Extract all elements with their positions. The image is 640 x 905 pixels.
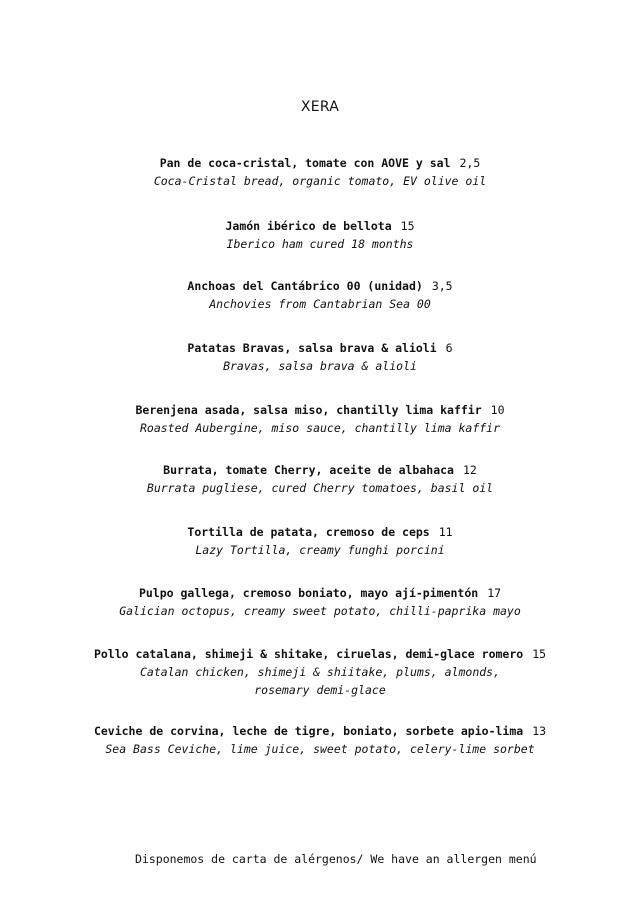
- dish-price: 13: [532, 724, 547, 738]
- menu-item: [0, 339, 640, 375]
- menu-item: [0, 645, 640, 699]
- menu-item: [0, 584, 640, 620]
- dish-description: Galician octopus, creamy sweet potato, chilli-paprika mayo: [119, 604, 521, 618]
- dish-price: 2,5: [459, 156, 481, 170]
- menu-item: [0, 277, 640, 313]
- dish-price: 12: [462, 463, 477, 477]
- dish-name: Berenjena asada, salsa miso, chantilly lima kaffir: [135, 403, 482, 417]
- menu-item: [0, 154, 640, 190]
- dish-price: 3,5: [431, 279, 453, 293]
- dish-description: Catalan chicken, shimeji & shiitake, plums, almonds,: [139, 665, 501, 679]
- dish-name: Pollo catalana, shimeji & shitake, ciruelas, demi-glace romero: [93, 647, 524, 661]
- dish-price: 15: [532, 647, 547, 661]
- dish-price: 17: [487, 586, 502, 600]
- dish-description: Bravas, salsa brava & alioli: [223, 359, 417, 373]
- dish-description: Iberico ham cured 18 months: [226, 237, 414, 251]
- dish-price: 15: [400, 219, 415, 233]
- dish-price: 6: [445, 341, 453, 355]
- dish-price: 10: [490, 403, 505, 417]
- dish-name: Pan de coca-cristal, tomate con AOVE y sal: [159, 156, 451, 170]
- menu-item: [0, 461, 640, 497]
- menu-title: XERA: [300, 99, 340, 115]
- dish-description: Lazy Tortilla, creamy funghi porcini: [195, 543, 445, 557]
- dish-description-continued: rosemary demi-glace: [254, 683, 386, 697]
- dish-price: 11: [438, 525, 453, 539]
- dish-description: Coca-Cristal bread, organic tomato, EV olive oil: [153, 174, 487, 188]
- dish-description: Burrata pugliese, cured Cherry tomatoes, basil oil: [146, 481, 494, 495]
- dish-description: Sea Bass Ceviche, lime juice, sweet potato, celery-lime sorbet: [105, 742, 535, 756]
- menu-item: [0, 722, 640, 758]
- dish-name: Tortilla de patata, cremoso de ceps: [187, 525, 430, 539]
- dish-description: Anchovies from Cantabrian Sea 00: [209, 297, 431, 311]
- dish-name: Ceviche de corvina, leche de tigre, boniato, sorbete apio-lima: [93, 724, 524, 738]
- menu-item: [0, 217, 640, 253]
- dish-description: Roasted Aubergine, miso sauce, chantilly lima kaffir: [139, 421, 501, 435]
- dish-name: Pulpo gallega, cremoso boniato, mayo ají-pimentón: [138, 586, 479, 600]
- dish-name: Patatas Bravas, salsa brava & alioli: [187, 341, 437, 355]
- menu-item: [0, 401, 640, 437]
- dish-name: Anchoas del Cantábrico 00 (unidad): [187, 279, 423, 293]
- dish-name: Jamón ibérico de bellota: [225, 219, 392, 233]
- menu-item: [0, 523, 640, 559]
- dish-name: Burrata, tomate Cherry, aceite de albahaca: [163, 463, 454, 477]
- allergen-note: Disponemos de carta de alérgenos/ We have an allergen menú: [135, 852, 537, 866]
